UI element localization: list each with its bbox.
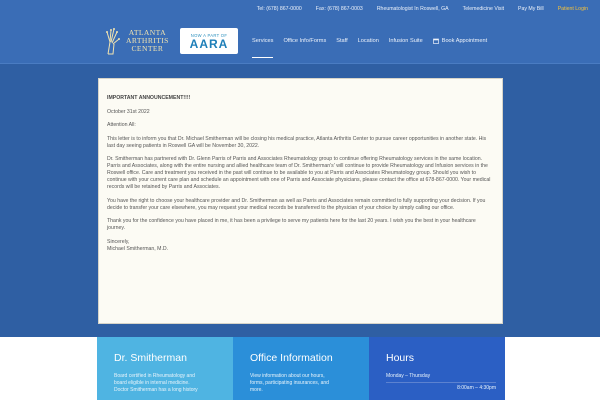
hours-divider — [386, 382, 496, 383]
office-info-card[interactable] — [233, 337, 369, 400]
nav-office-info-label: Office Info/Forms — [283, 38, 327, 44]
telemedicine-link[interactable]: Telemedicine Visit — [462, 6, 505, 12]
logo-wordmark — [126, 29, 169, 53]
nav-staff[interactable] — [336, 38, 347, 44]
pay-bill-link[interactable]: Pay My Bill — [518, 6, 544, 12]
top-utility-bar — [0, 0, 600, 18]
office-card-title: Office Information — [250, 352, 333, 364]
nav-location-label: Location — [357, 38, 379, 44]
doctor-card-text — [114, 373, 233, 394]
letter-signature: Michael Smitherman, M.D. — [107, 245, 169, 252]
nav-infusion-label: Infusion Suite — [388, 38, 423, 44]
nav-services[interactable] — [252, 38, 273, 44]
letter-paragraph-3: You have the right to choose your healthcare provider and Dr. Smitherman as well as Parris and Associates remain committed to fully supporting your decision. If you decide to transfer your care elsewhere, you may request your medical records be transferred to the physician of your choice by simply calling our office. — [107, 197, 486, 211]
office-card-line: View information about our hours, — [250, 373, 325, 379]
letter-date: October 31st 2022 — [107, 108, 150, 115]
main-nav — [252, 18, 497, 64]
hours-card — [369, 337, 505, 400]
announcement-heading: IMPORTANT ANNOUNCEMENT!!!! — [107, 95, 191, 101]
nav-infusion-suite[interactable] — [389, 38, 423, 44]
nav-book-appointment[interactable] — [433, 38, 487, 44]
nav-book-label: Book Appointment — [441, 38, 488, 44]
phone-link[interactable]: Tel: (678) 867-0000 — [256, 6, 302, 12]
hours-day: Monday – Thursday — [386, 373, 431, 379]
site-header — [0, 18, 600, 64]
letter-salutation: Attention All: — [107, 122, 136, 128]
letter-closing: Sincerely, — [107, 238, 130, 245]
hours-card-title: Hours — [386, 352, 415, 364]
announcement-letter — [98, 78, 503, 324]
hours-card-text — [386, 373, 505, 392]
hours-time: 8:00am – 4:30pm — [457, 385, 496, 391]
logo-line-2: ARTHRITIS — [126, 36, 169, 45]
patient-login-link[interactable]: Patient Login — [557, 6, 588, 12]
doctor-card-line: board eligible in internal medicine. — [114, 380, 190, 386]
doctor-card-title: Dr. Smitherman — [114, 352, 187, 364]
nav-staff-label: Staff — [336, 38, 348, 44]
nav-location[interactable] — [358, 38, 379, 44]
doctor-card-line: Board certified in Rheumatology and — [114, 373, 195, 379]
doctor-card-line: Doctor Smitherman has a long history — [114, 387, 198, 393]
calendar-icon — [433, 38, 439, 44]
letter-paragraph-4: Thank you for the confidence you have placed in me, it has been a privilege to serve my patients here for the last 20 years. I wish you the best in your healthcare journey. — [107, 218, 476, 231]
aara-tagline: NOW A PART OF — [190, 32, 228, 38]
logo-line-1: ATLANTA — [128, 28, 166, 37]
aara-badge[interactable] — [180, 28, 238, 54]
doctor-info-card[interactable] — [97, 337, 233, 400]
office-card-text — [250, 373, 369, 394]
fax-text: Fax: (678) 867-0003 — [315, 6, 363, 12]
nav-office-info[interactable] — [283, 38, 326, 44]
office-card-line: more. — [250, 387, 263, 393]
office-card-line: forms, participating insurances, and — [250, 380, 329, 386]
logo-line-3: CENTER — [131, 44, 164, 53]
aara-name: AARA — [189, 36, 229, 51]
letter-paragraph-1: This letter is to inform you that Dr. Michael Smitherman will be closing his medical practice, Atlanta Arthritis Center to pursue career opportunities in another state. His last day seeing patients in Roswell GA will be November 30, 2022. — [107, 135, 487, 149]
nav-services-label: Services — [252, 38, 274, 44]
site-logo[interactable] — [104, 25, 176, 57]
hand-logo-icon — [104, 26, 122, 56]
rheumatologist-roswell-link[interactable]: Rheumatologist In Roswell, GA — [376, 6, 449, 12]
letter-paragraph-2: Dr. Smitherman has partnered with Dr. Glenn Parris of Parris and Associates Rheumatology group to continue offering Rheumatology services in the same location. Parris and Associates, along with the entire nursing and allied healthcare team of Dr. Smitherman's' will continue to provide Rheumatology and Infusion services in the Roswell office. Care and treatment you received in the past will continue to be available to you at Parris and Associates Rheumatology group. Should you wish to continue with your current care plan and schedule an appointment with one of Parris and Associate physicians, please contact the office at 678-867-0000. Your medical records will be retained by Parris and Associates. — [107, 156, 491, 190]
